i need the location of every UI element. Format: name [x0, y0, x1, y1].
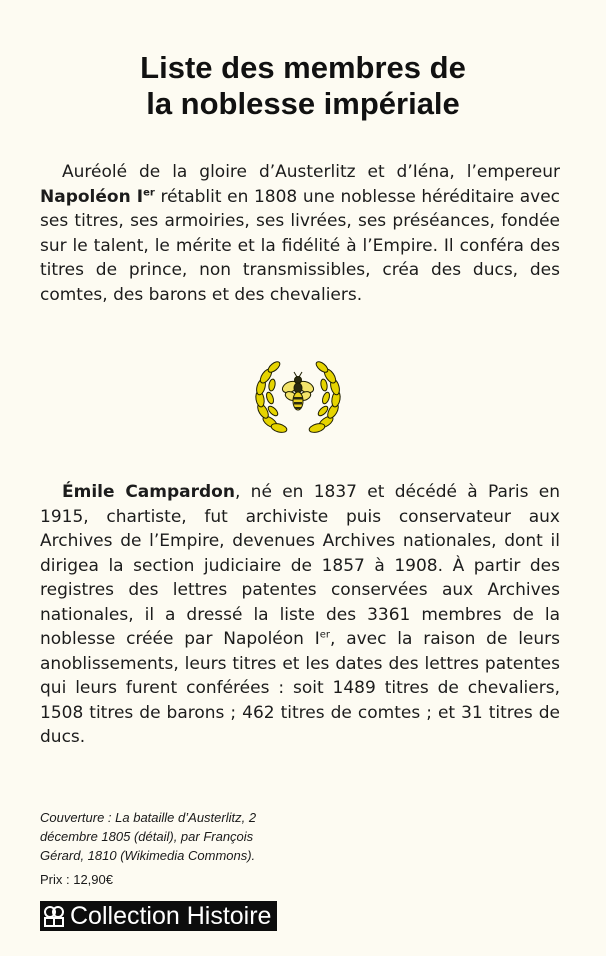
author-sup: er	[319, 629, 330, 641]
collection-logo-icon	[42, 904, 66, 928]
author-name: Émile Campardon	[62, 482, 235, 502]
collection-label: Collection Histoire	[70, 902, 272, 930]
intro-rest: rétablit en 1808 une noblesse héréditaire avec ses titres, ses armoiries, ses livrées, ses préséances, fondée sur le talent, le mérite et la fidélité à l’Empire. Il conféra des titres de prince, non transmissibles, créa des ducs, des comtes, des barons et des chevaliers.	[40, 186, 560, 305]
title-line-2: la noblesse impériale	[146, 86, 460, 121]
caption-line-3: Gérard, 1810 (Wikimedia Commons).	[40, 848, 256, 863]
intro-paragraph	[40, 160, 560, 307]
emperor-name: Napoléon I	[40, 186, 144, 207]
author-text-2: , avec la raison de leurs anoblissements, leurs titres et les dates des lettres patentes qui leurs furent conférées : soit 1489 titres de chevaliers, 1508 titres de barons ; 462 titres de comtes ; et 31 titres de ducs.	[40, 629, 561, 747]
author-text-1: , né en 1837 et décédé à Paris en 1915, chartiste, fut archiviste puis conservateur aux Archives de l’Empire, devenues Archives nationales, dont il dirigea la section judiciaire de 1857 à 1908. À partir des registres des lettres patentes conservées aux Archives nationales, il a dressé la liste des 3361 membres de la noblesse créée par Napoléon I	[40, 482, 561, 649]
collection-badge	[40, 901, 277, 931]
imperial-bee-laurel-icon	[253, 356, 343, 440]
title-line-1: Liste des membres de	[140, 50, 466, 85]
page-title	[0, 50, 606, 122]
emperor-name-sup: er	[143, 186, 155, 198]
caption-line-1: Couverture : La bataille d’Austerlitz, 2	[40, 810, 257, 825]
caption-line-2: décembre 1805 (détail), par François	[40, 829, 254, 844]
cover-caption	[40, 808, 330, 865]
intro-lead: Auréolé de la gloire d’Austerlitz et d’Iéna, l’empereur	[62, 162, 560, 182]
price-label: Prix : 12,90€	[40, 872, 113, 887]
author-paragraph	[40, 480, 560, 750]
